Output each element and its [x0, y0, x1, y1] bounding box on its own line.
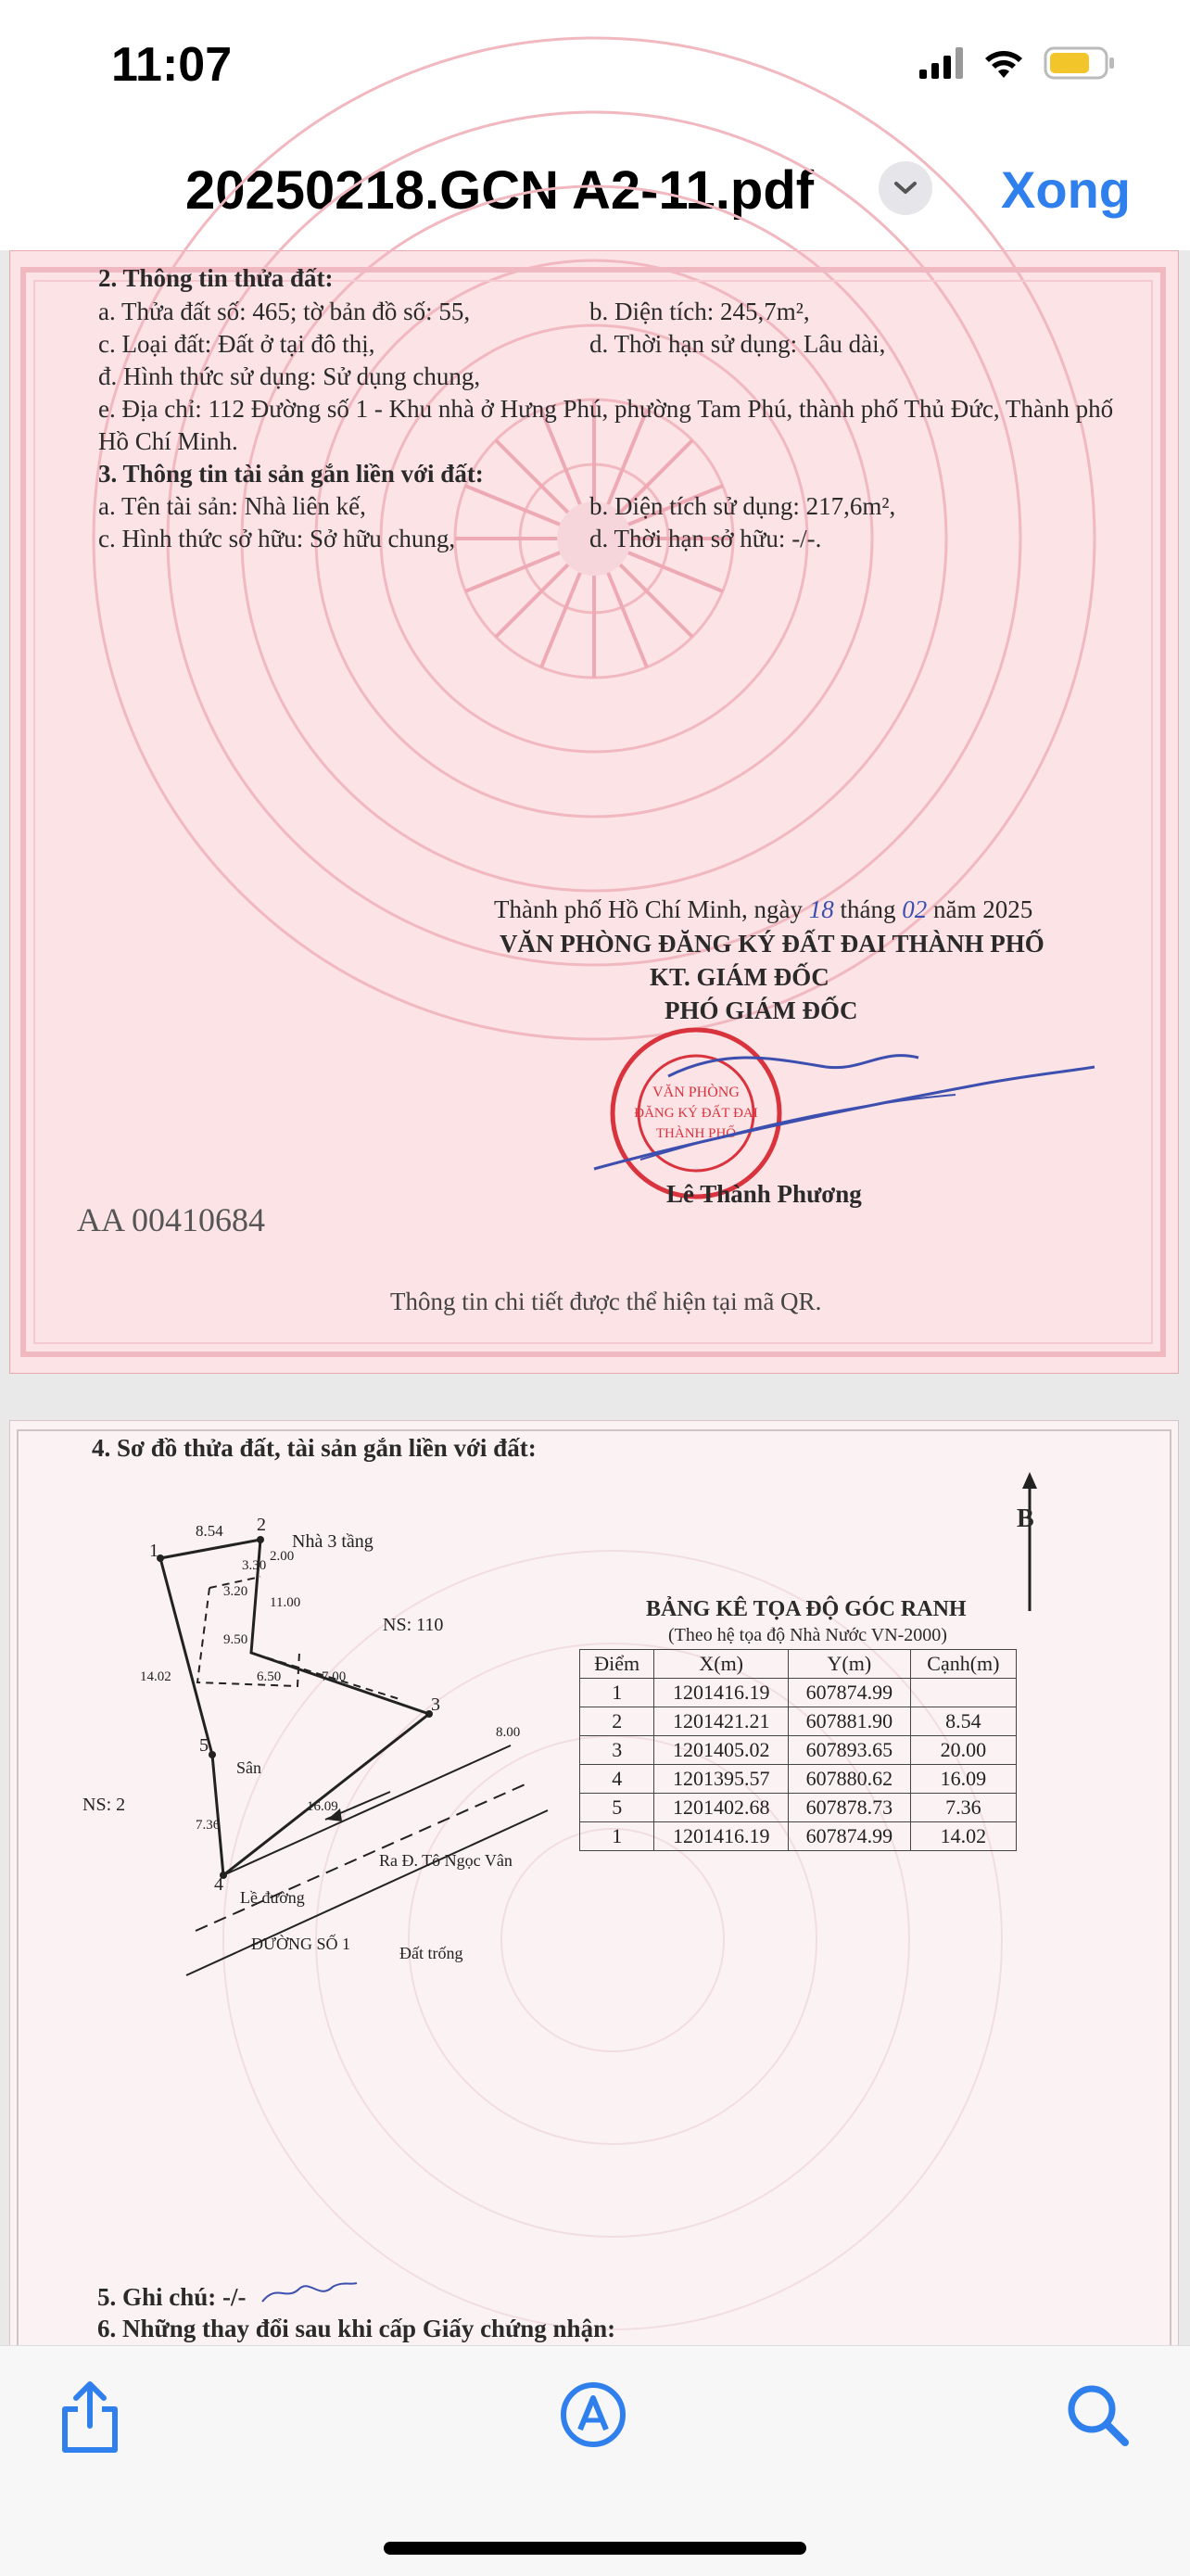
stamp-line-1: VĂN PHÒNG [652, 1085, 740, 1100]
dim-7-36: 7.36 [196, 1818, 221, 1833]
pdf-viewer[interactable] [0, 250, 1190, 2345]
search-button[interactable] [1062, 2379, 1136, 2463]
qr-note: Thông tin chi tiết được thể hiện tại mã QR. [390, 1288, 822, 1315]
share-icon [57, 2379, 122, 2454]
cell-point: 5 [580, 1794, 654, 1822]
table-row [580, 1736, 1017, 1765]
point-1-label: 1 [149, 1541, 158, 1561]
table-row [580, 1707, 1017, 1736]
cell-point: 4 [580, 1765, 654, 1794]
parcel-sketch [84, 1467, 603, 1977]
point-4-label: 4 [214, 1874, 223, 1895]
stamp-line-3: THÀNH PHỐ [655, 1126, 737, 1141]
cell-x: 1201405.02 [654, 1736, 788, 1765]
signal-icon [919, 47, 964, 79]
markup-button[interactable] [558, 2379, 632, 2463]
col-y: Y(m) [788, 1650, 910, 1679]
usage-term: d. Thời hạn sử dụng: Lâu dài, [589, 330, 886, 358]
initials-signature [259, 2274, 361, 2311]
dim-8-54: 8.54 [196, 1522, 223, 1540]
done-button[interactable]: Xong [1001, 160, 1131, 219]
section-2-title: 2. Thông tin thửa đất: [98, 264, 334, 292]
coordinate-table [579, 1649, 1017, 1851]
cell-x: 1201421.21 [654, 1707, 788, 1736]
ownership-form: c. Hình thức sở hữu: Sở hữu chung, [98, 525, 456, 552]
point-2-label: 2 [257, 1515, 266, 1535]
road-direction-label: Ra Đ. Tô Ngọc Vân [379, 1851, 513, 1870]
asset-name: a. Tên tài sản: Nhà liên kế, [98, 492, 366, 520]
deputy-director: PHÓ GIÁM ĐỐC [665, 996, 858, 1024]
cell-x: 1201416.19 [654, 1822, 788, 1851]
cell-y: 607881.90 [788, 1707, 910, 1736]
dim-9-50: 9.50 [223, 1632, 248, 1647]
north-arrow [1015, 1472, 1052, 1611]
dim-6-50: 6.50 [257, 1669, 282, 1684]
cell-edge [910, 1679, 1016, 1707]
cell-edge: 20.00 [910, 1736, 1016, 1765]
dim-8-00: 8.00 [496, 1725, 521, 1740]
cell-y: 607880.62 [788, 1765, 910, 1794]
coord-table-subtitle: (Theo hệ tọa độ Nhà Nước VN-2000) [668, 1625, 947, 1645]
cell-point: 1 [580, 1822, 654, 1851]
issuing-office: VĂN PHÒNG ĐĂNG KÝ ĐẤT ĐAI THÀNH PHỐ [500, 930, 1044, 958]
search-icon [1062, 2379, 1133, 2450]
address-line-2: Hồ Chí Minh. [98, 427, 238, 455]
navigation-bar [0, 139, 1190, 250]
share-button[interactable] [57, 2379, 132, 2463]
markup-icon [558, 2379, 628, 2450]
status-icons [919, 46, 1116, 80]
cell-edge: 7.36 [910, 1794, 1016, 1822]
cell-x: 1201416.19 [654, 1679, 788, 1707]
date-month: 02 [902, 895, 928, 923]
section-4-title: 4. Sơ đồ thửa đất, tài sản gắn liền với đất: [92, 1434, 537, 1462]
kt-director: KT. GIÁM ĐỐC [650, 963, 829, 991]
cell-edge: 16.09 [910, 1765, 1016, 1794]
sidewalk-label: Lề đường [240, 1888, 305, 1907]
cell-edge: 14.02 [910, 1822, 1016, 1851]
battery-icon [1044, 46, 1116, 80]
point-5-label: 5 [199, 1735, 209, 1756]
wifi-icon [981, 46, 1027, 80]
date-year: năm 2025 [932, 895, 1033, 923]
col-x: X(m) [654, 1650, 788, 1679]
usage-form: đ. Hình thức sử dụng: Sử dụng chung, [98, 362, 481, 390]
parcel-number: a. Thửa đất số: 465; tờ bản đồ số: 55, [98, 298, 471, 325]
section-3-title: 3. Thông tin tài sản gắn liền với đất: [98, 460, 484, 488]
address-line-1: e. Địa chỉ: 112 Đường số 1 - Khu nhà ở Hưng Phú, phường Tam Phú, thành phố Thủ Đức, Thành phố [98, 395, 1114, 423]
dim-14-02: 14.02 [140, 1669, 171, 1684]
chevron-down-icon [893, 181, 918, 196]
section-5-note: 5. Ghi chú: -/- [97, 2283, 247, 2311]
cell-y: 607893.65 [788, 1736, 910, 1765]
point-3-label: 3 [431, 1694, 440, 1715]
cell-point: 1 [580, 1679, 654, 1707]
section-6-title: 6. Những thay đổi sau khi cấp Giấy chứng nhận: [97, 2315, 616, 2342]
land-type: c. Loại đất: Đất ở tại đô thị, [98, 330, 375, 358]
floor-area: b. Diện tích sử dụng: 217,6m², [589, 492, 896, 520]
col-edge: Cạnh(m) [910, 1650, 1016, 1679]
road-label: ĐƯỜNG SỐ 1 [251, 1935, 350, 1953]
cell-x: 1201402.68 [654, 1794, 788, 1822]
date-prefix: Thành phố Hồ Chí Minh, ngày [494, 895, 803, 923]
date-month-label: tháng [840, 895, 896, 923]
cell-point: 2 [580, 1707, 654, 1736]
cell-edge: 8.54 [910, 1707, 1016, 1736]
document-title[interactable]: 20250218.GCN A2-11.pdf [185, 160, 815, 221]
ownership-term: d. Thời hạn sở hữu: -/-. [589, 525, 822, 552]
date-day: 18 [808, 895, 834, 923]
clock: 11:07 [111, 38, 233, 92]
dim-11-00: 11.00 [270, 1595, 301, 1610]
north-label: B [1017, 1504, 1034, 1533]
dim-2-00: 2.00 [270, 1549, 295, 1564]
table-row [580, 1822, 1017, 1851]
home-indicator[interactable] [384, 2542, 806, 2555]
dim-16-09: 16.09 [307, 1799, 338, 1814]
coord-table-header [580, 1650, 1017, 1679]
cell-x: 1201395.57 [654, 1765, 788, 1794]
pdf-page-2 [9, 1420, 1179, 2386]
coord-table-title: BẢNG KÊ TỌA ĐỘ GÓC RANH [646, 1597, 967, 1621]
serial-number: AA 00410684 [77, 1201, 266, 1238]
cell-point: 3 [580, 1736, 654, 1765]
dim-3-20: 3.20 [223, 1584, 248, 1599]
ns-110-label: NS: 110 [383, 1615, 444, 1635]
area: b. Diện tích: 245,7m², [589, 298, 810, 325]
table-row [580, 1765, 1017, 1794]
dim-7-00: 7.00 [322, 1669, 347, 1684]
status-bar [0, 0, 1190, 139]
cell-y: 607874.99 [788, 1822, 910, 1851]
yard-label: Sân [236, 1758, 261, 1777]
ns-2-label: NS: 2 [82, 1795, 126, 1815]
signer-name: Lê Thành Phương [666, 1180, 862, 1208]
cell-y: 607878.73 [788, 1794, 910, 1822]
dim-3-30: 3.30 [242, 1558, 267, 1573]
title-menu-button[interactable] [879, 161, 932, 215]
handwritten-signature [585, 1030, 1104, 1178]
stamp-line-2: ĐĂNG KÝ ĐẤT ĐAI [634, 1106, 758, 1121]
table-row [580, 1794, 1017, 1822]
cell-y: 607874.99 [788, 1679, 910, 1707]
empty-land-label: Đất trống [399, 1944, 463, 1962]
pdf-page-1 [9, 250, 1179, 1374]
house-label: Nhà 3 tầng [292, 1531, 373, 1552]
table-row [580, 1679, 1017, 1707]
col-point: Điểm [580, 1650, 654, 1679]
issue-date [494, 895, 1032, 924]
